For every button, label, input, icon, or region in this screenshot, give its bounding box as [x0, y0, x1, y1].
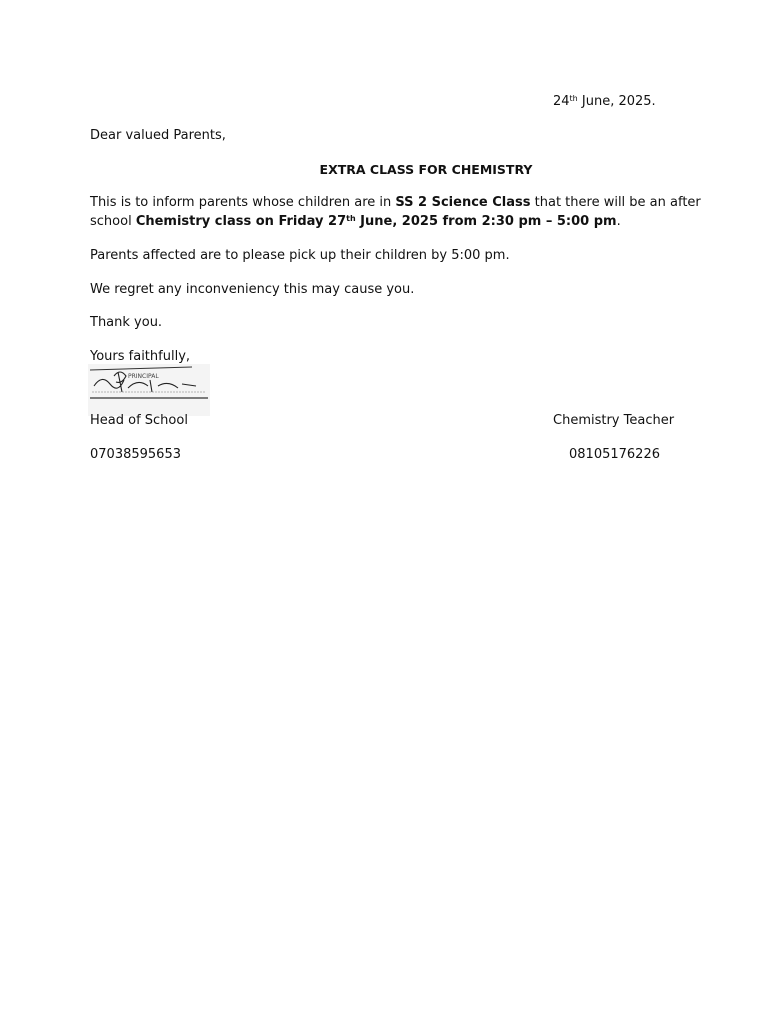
para1-schedule-suffix: th: [346, 214, 356, 223]
paragraph-1-line-1: [90, 194, 701, 212]
chemistry-teacher-label: Chemistry Teacher: [553, 413, 675, 428]
para1-text-3: school: [90, 214, 136, 229]
para1-schedule: [136, 214, 617, 229]
letter-title: EXTRA CLASS FOR CHEMISTRY: [319, 162, 533, 177]
paragraph-3: We regret any inconveniency this may cause you.: [90, 282, 415, 297]
paragraph-1-line-2: [90, 213, 621, 231]
para1-class-name: SS 2 Science Class: [395, 195, 531, 210]
para1-text-1: This is to inform parents whose children are in: [90, 195, 396, 210]
head-of-school-label: Head of School: [90, 413, 188, 428]
para1-schedule-start: Chemistry class on Friday 27: [135, 214, 347, 229]
para1-text-2: that there will be an after: [530, 195, 701, 210]
thank-you: Thank you.: [90, 315, 163, 330]
salutation: Dear valued Parents,: [90, 128, 226, 143]
paragraph-2: Parents affected are to please pick up their children by 5:00 pm.: [90, 248, 510, 263]
signature-stamp-image: [88, 364, 210, 416]
letter-date: [553, 93, 656, 111]
para1-period: .: [616, 214, 621, 229]
date-day: 24: [553, 94, 570, 109]
para1-schedule-end: June, 2025 from 2:30 pm – 5:00 pm: [355, 214, 617, 229]
chemistry-teacher-phone: 08105176226: [569, 447, 660, 462]
date-rest: June, 2025.: [577, 94, 656, 109]
closing: Yours faithfully,: [90, 349, 191, 364]
stamp-background: [88, 364, 210, 416]
date-suffix: th: [569, 94, 578, 103]
head-of-school-phone: 07038595653: [90, 447, 181, 462]
stamp-text: PRINCIPAL: [128, 373, 159, 380]
